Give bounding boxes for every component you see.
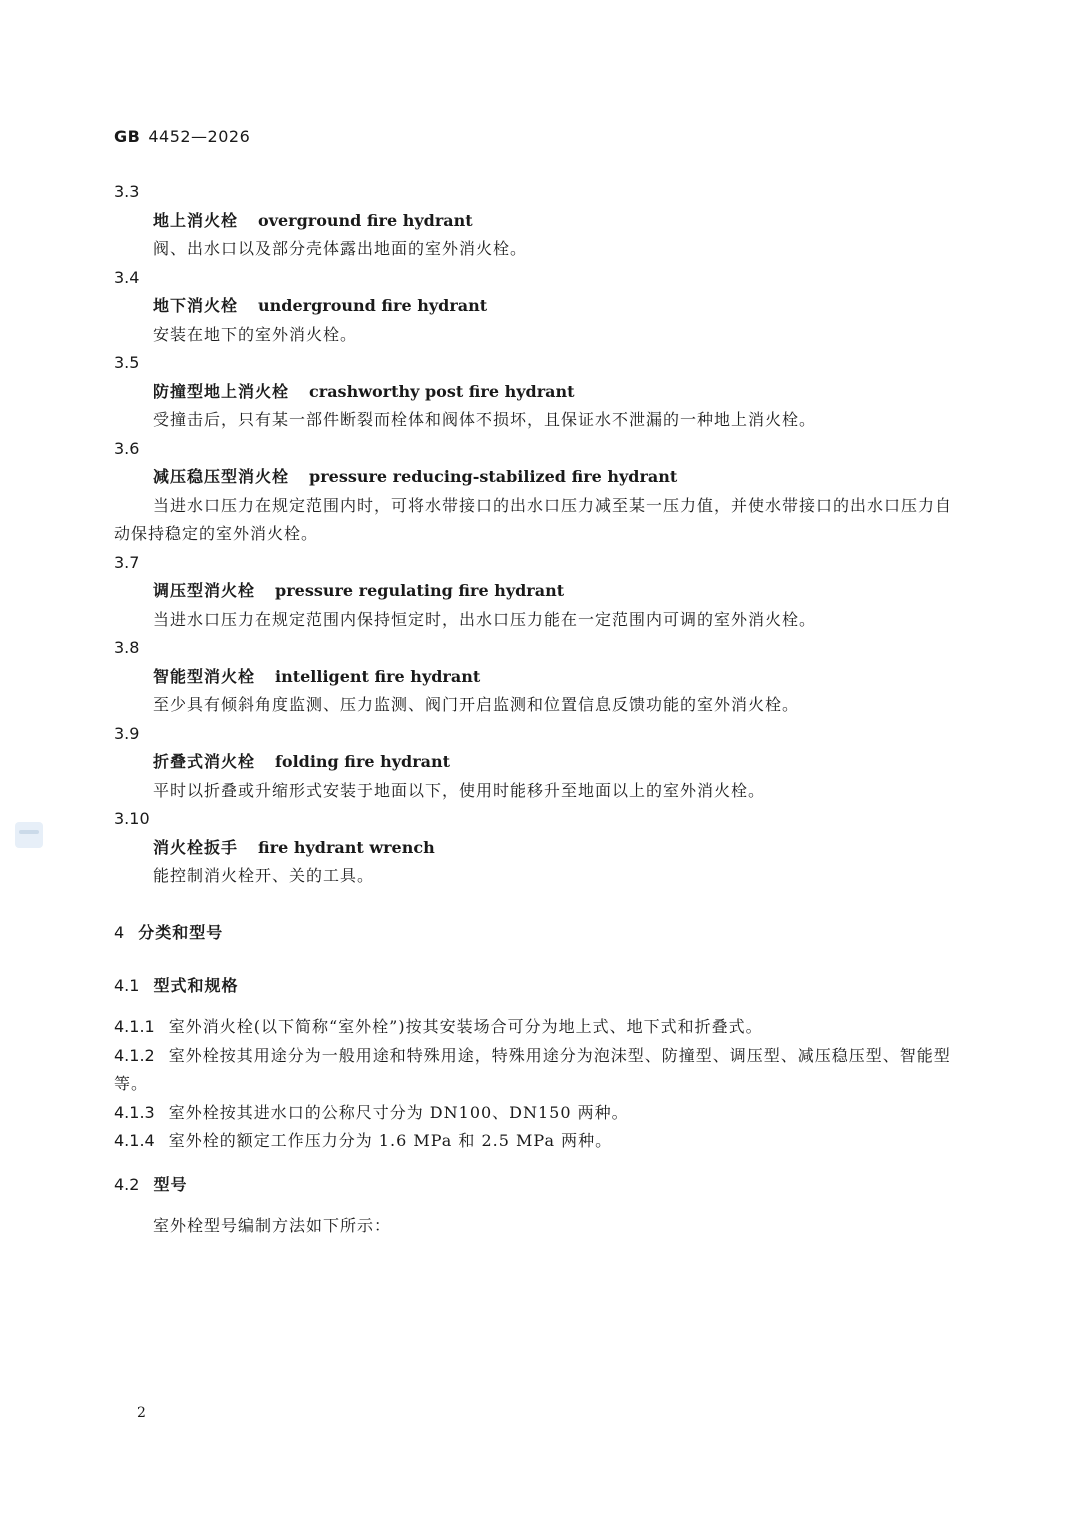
term-zh: 折叠式消火栓: [153, 752, 256, 771]
term-zh: 地下消火栓: [153, 296, 239, 315]
term-en: underground fire hydrant: [258, 296, 488, 315]
term-entry: [114, 435, 964, 549]
term-title: [114, 207, 964, 236]
section-number: 4: [114, 923, 125, 942]
section-heading-4-2: [114, 1172, 187, 1195]
term-en: intelligent fire hydrant: [275, 666, 481, 686]
section-title: 分类和型号: [138, 923, 224, 942]
section-title: 型式和规格: [153, 976, 239, 995]
term-entry: [114, 634, 964, 720]
term-title: [114, 463, 964, 492]
term-number: 3.7: [114, 552, 140, 572]
term-number: 3.5: [114, 353, 140, 372]
clause-number: 4.1.2: [114, 1045, 155, 1065]
term-en: folding fire hydrant: [275, 752, 451, 771]
term-zh: 智能型消火栓: [153, 666, 256, 686]
term-en: pressure regulating fire hydrant: [275, 581, 565, 600]
section-heading-4: [114, 920, 223, 943]
term-number: 3.10: [114, 809, 150, 828]
term-number: 3.6: [114, 438, 140, 458]
term-title: [114, 292, 964, 321]
term-number: 3.9: [114, 723, 140, 743]
term-definition: 安装在地下的室外消火栓。: [153, 324, 358, 344]
term-en: crashworthy post fire hydrant: [309, 381, 575, 401]
clause-item: [114, 1013, 964, 1042]
standard-prefix: GB: [114, 127, 141, 146]
term-zh: 消火栓扳手: [153, 837, 239, 857]
clause-number: 4.1.3: [114, 1102, 155, 1122]
term-number: 3.8: [114, 638, 140, 657]
term-entry: [114, 549, 964, 635]
clause-item: [114, 1099, 964, 1128]
term-definition: 能控制消火栓开、关的工具。: [153, 866, 375, 885]
term-definition: 当进水口压力在规定范围内时，可将水带接口的出水口压力减至某一压力值，并使水带接口的出水口压力自动保持稳定的室外消火栓。: [114, 495, 953, 543]
term-entry: [114, 264, 964, 350]
term-title: [114, 378, 964, 407]
term-definition: 至少具有倾斜角度监测、压力监测、阀门开启监测和位置信息反馈功能的室外消火栓。: [153, 695, 800, 714]
terms-list: [114, 178, 964, 891]
term-entry: [114, 805, 964, 891]
term-title: [114, 834, 964, 863]
term-zh: 减压稳压型消火栓: [153, 467, 290, 486]
model-intro-text: 室外栓型号编制方法如下所示：: [153, 1216, 392, 1235]
term-zh: 调压型消火栓: [153, 581, 256, 600]
term-zh: 防撞型地上消火栓: [153, 381, 290, 401]
term-title: [114, 577, 964, 606]
term-number: 3.3: [114, 182, 140, 201]
term-title: [114, 663, 964, 692]
clause-item: [114, 1042, 964, 1099]
term-definition: 平时以折叠或升缩形式安装于地面以下，使用时能移升至地面以上的室外消火栓。: [153, 780, 766, 800]
page-number: 2: [137, 1405, 146, 1421]
clause-text: 室外栓按其用途分为一般用途和特殊用途，特殊用途分为泡沫型、防撞型、调压型、减压稳压型、智能型等。: [114, 1045, 951, 1093]
standard-code: [114, 127, 250, 146]
standard-number: 4452—2026: [148, 127, 251, 146]
clauses-list: [114, 1013, 964, 1156]
section-number: 4.2: [114, 1175, 140, 1194]
term-en: overground fire hydrant: [258, 210, 473, 230]
section-heading-4-1: [114, 973, 238, 996]
term-entry: [114, 720, 964, 806]
term-title: [114, 748, 964, 777]
term-zh: 地上消火栓: [153, 210, 239, 230]
watermark-logo-icon: [15, 822, 43, 848]
clause-number: 4.1.4: [114, 1131, 155, 1150]
section-title: 型号: [153, 1175, 188, 1194]
term-entry: [114, 349, 964, 435]
term-en: fire hydrant wrench: [258, 837, 435, 857]
section-number: 4.1: [114, 976, 140, 995]
term-definition: 阀、出水口以及部分壳体露出地面的室外消火栓。: [153, 239, 528, 258]
clause-text: 室外消火栓(以下简称“室外栓”)按其安装场合可分为地上式、地下式和折叠式。: [168, 1017, 763, 1036]
clause-number: 4.1.1: [114, 1017, 155, 1036]
term-number: 3.4: [114, 267, 140, 287]
clause-item: [114, 1127, 964, 1156]
term-definition: 受撞击后，只有某一部件断裂而栓体和阀体不损坏，且保证水不泄漏的一种地上消火栓。: [153, 410, 817, 429]
term-en: pressure reducing-stabilized fire hydrant: [309, 467, 678, 486]
term-entry: [114, 178, 964, 264]
clause-text: 室外栓按其进水口的公称尺寸分为 DN100、DN150 两种。: [168, 1102, 629, 1122]
term-definition: 当进水口压力在规定范围内保持恒定时，出水口压力能在一定范围内可调的室外消火栓。: [153, 609, 817, 629]
clause-text: 室外栓的额定工作压力分为 1.6 MPa 和 2.5 MPa 两种。: [168, 1131, 613, 1150]
